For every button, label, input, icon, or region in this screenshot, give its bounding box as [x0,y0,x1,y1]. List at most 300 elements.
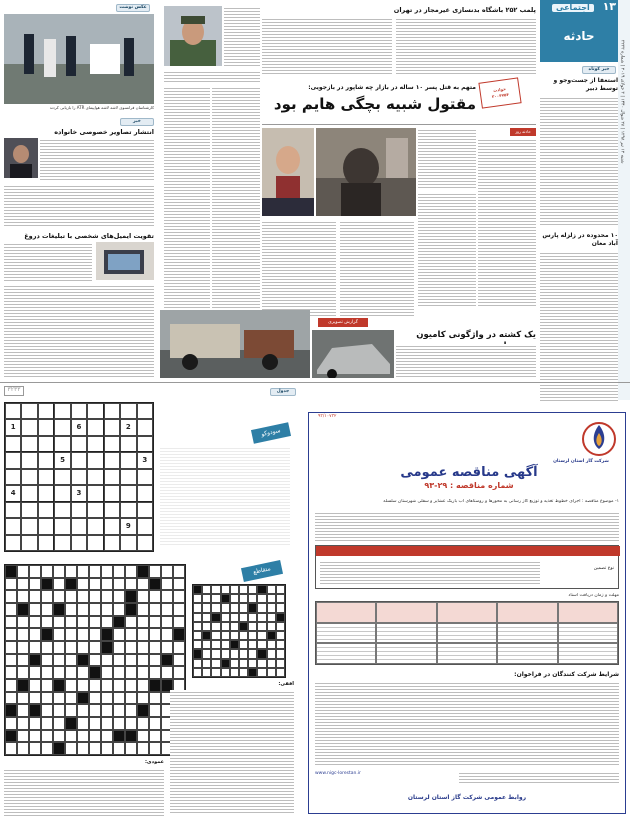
crossword-cell[interactable] [89,628,101,641]
mini-cell[interactable] [221,659,230,668]
mini-cell[interactable] [248,622,257,631]
mini-cell[interactable] [230,603,239,612]
mini-cell[interactable] [267,622,276,631]
mini-cell[interactable] [276,668,285,677]
crossword-cell[interactable] [41,616,53,629]
crossword-cell[interactable] [161,666,173,679]
crossword-cell[interactable] [113,654,125,667]
crossword-cell[interactable] [113,717,125,730]
mini-cell[interactable] [230,668,239,677]
crossword-cell[interactable] [137,641,149,654]
crossword-cell[interactable] [101,679,113,692]
crossword-cell[interactable] [89,742,101,755]
crossword-cell[interactable] [113,679,125,692]
crossword-cell[interactable] [77,666,89,679]
crossword-cell[interactable] [5,578,17,591]
mini-cell[interactable] [221,603,230,612]
crossword-cell[interactable] [161,616,173,629]
crossword-cell[interactable] [29,679,41,692]
crossword-cell[interactable] [101,616,113,629]
mini-cell[interactable] [276,649,285,658]
mini-cell[interactable] [248,585,257,594]
crossword-cell[interactable] [89,666,101,679]
crossword-cell[interactable] [5,742,17,755]
crossword-cell[interactable] [77,692,89,705]
mini-cell[interactable] [230,585,239,594]
mini-cell[interactable] [257,631,266,640]
crossword-cell[interactable] [29,578,41,591]
mini-cell[interactable] [202,649,211,658]
crossword-cell[interactable] [53,641,65,654]
mini-cell[interactable] [221,631,230,640]
crossword-cell[interactable] [77,679,89,692]
mini-cell[interactable] [276,613,285,622]
crossword-cell[interactable] [65,641,77,654]
mini-cell[interactable] [257,585,266,594]
crossword-cell[interactable] [149,679,161,692]
crossword-cell[interactable] [53,654,65,667]
crossword-cell[interactable] [77,578,89,591]
crossword-cell[interactable] [17,654,29,667]
crossword-cell[interactable] [137,717,149,730]
mini-cell[interactable] [202,668,211,677]
crossword-cell[interactable] [5,565,17,578]
crossword-cell[interactable] [65,717,77,730]
crossword-cell[interactable] [17,590,29,603]
crossword-cell[interactable] [125,565,137,578]
mini-cell[interactable] [202,640,211,649]
crossword-cell[interactable] [5,704,17,717]
crossword-cell[interactable] [137,704,149,717]
mini-cell[interactable] [193,649,202,658]
crossword-cell[interactable] [89,590,101,603]
crossword-cell[interactable] [125,578,137,591]
crossword-cell[interactable] [125,628,137,641]
crossword-cell[interactable] [5,603,17,616]
crossword-cell[interactable] [29,742,41,755]
crossword-cell[interactable] [137,730,149,743]
crossword-cell[interactable] [125,654,137,667]
crossword-cell[interactable] [89,704,101,717]
crossword-cell[interactable] [53,730,65,743]
mini-cell[interactable] [248,603,257,612]
crossword-cell[interactable] [161,565,173,578]
crossword-cell[interactable] [101,628,113,641]
crossword-cell[interactable] [161,603,173,616]
crossword-cell[interactable] [137,590,149,603]
crossword-cell[interactable] [41,654,53,667]
crossword-cell[interactable] [161,628,173,641]
mini-cell[interactable] [239,649,248,658]
crossword-cell[interactable] [77,717,89,730]
mini-cell[interactable] [211,631,220,640]
crossword-cell[interactable] [65,666,77,679]
crossword-cell[interactable] [65,616,77,629]
mini-cell[interactable] [193,585,202,594]
crossword-cell[interactable] [113,590,125,603]
mini-cell[interactable] [202,659,211,668]
mini-cell[interactable] [267,649,276,658]
crossword-cell[interactable] [41,666,53,679]
crossword-cell[interactable] [41,603,53,616]
crossword-cell[interactable] [41,578,53,591]
mini-cell[interactable] [248,631,257,640]
mini-cell[interactable] [193,668,202,677]
crossword-cell[interactable] [173,616,185,629]
crossword-cell[interactable] [5,628,17,641]
crossword-cell[interactable] [173,641,185,654]
crossword-cell[interactable] [173,603,185,616]
crossword-cell[interactable] [101,704,113,717]
mini-cell[interactable] [239,668,248,677]
crossword-cell[interactable] [65,679,77,692]
crossword-cell[interactable] [149,666,161,679]
crossword-cell[interactable] [41,704,53,717]
crossword-cell[interactable] [17,565,29,578]
crossword-cell[interactable] [149,565,161,578]
mini-cell[interactable] [211,622,220,631]
crossword-cell[interactable] [53,616,65,629]
crossword-cell[interactable] [89,692,101,705]
mini-cell[interactable] [257,622,266,631]
mini-cell[interactable] [267,613,276,622]
crossword-cell[interactable] [29,590,41,603]
crossword-cell[interactable] [65,578,77,591]
mini-cell[interactable] [257,613,266,622]
crossword-cell[interactable] [137,578,149,591]
crossword-cell[interactable] [41,628,53,641]
mini-cell[interactable] [211,585,220,594]
crossword-cell[interactable] [17,742,29,755]
mini-cell[interactable] [193,594,202,603]
crossword-cell[interactable] [125,666,137,679]
mini-cell[interactable] [267,659,276,668]
crossword-cell[interactable] [149,628,161,641]
crossword-cell[interactable] [41,565,53,578]
mini-cell[interactable] [202,613,211,622]
mini-cell[interactable] [248,649,257,658]
mini-cell[interactable] [239,640,248,649]
crossword-cell[interactable] [149,717,161,730]
mini-cell[interactable] [257,649,266,658]
mini-cell[interactable] [267,631,276,640]
mini-cell[interactable] [202,603,211,612]
crossword-cell[interactable] [101,742,113,755]
mini-cell[interactable] [276,659,285,668]
crossword-cell[interactable] [53,679,65,692]
crossword-cell[interactable] [137,654,149,667]
crossword-cell[interactable] [89,603,101,616]
crossword-cell[interactable] [89,641,101,654]
crossword-cell[interactable] [137,679,149,692]
crossword-cell[interactable] [161,590,173,603]
crossword-cell[interactable] [113,603,125,616]
mini-cell[interactable] [230,659,239,668]
mini-cell[interactable] [230,594,239,603]
crossword-cell[interactable] [41,730,53,743]
crossword-cell[interactable] [5,654,17,667]
crossword-cell[interactable] [173,590,185,603]
crossword-cell[interactable] [125,679,137,692]
mini-cell[interactable] [211,649,220,658]
crossword-cell[interactable] [53,742,65,755]
mini-cell[interactable] [211,594,220,603]
mini-cell[interactable] [193,659,202,668]
crossword-cell[interactable] [113,565,125,578]
crossword-cell[interactable] [17,641,29,654]
crossword-cell[interactable] [101,578,113,591]
mini-cell[interactable] [239,631,248,640]
crossword-cell[interactable] [5,590,17,603]
crossword-cell[interactable] [113,704,125,717]
crossword-cell[interactable] [5,679,17,692]
crossword-cell[interactable] [101,641,113,654]
crossword-cell[interactable] [17,717,29,730]
crossword-cell[interactable] [113,628,125,641]
mini-cell[interactable] [257,659,266,668]
crossword-cell[interactable] [149,590,161,603]
crossword-cell[interactable] [41,641,53,654]
mini-cell[interactable] [267,640,276,649]
mini-cell[interactable] [221,649,230,658]
crossword-cell[interactable] [89,730,101,743]
mini-cell[interactable] [239,622,248,631]
crossword-cell[interactable] [101,590,113,603]
mini-cell[interactable] [276,603,285,612]
crossword-cell[interactable] [53,704,65,717]
crossword-cell[interactable] [77,704,89,717]
mini-cell[interactable] [239,659,248,668]
crossword-cell[interactable] [125,603,137,616]
crossword-cell[interactable] [113,742,125,755]
crossword-cell[interactable] [173,628,185,641]
crossword-cell[interactable] [137,742,149,755]
crossword-cell[interactable] [149,603,161,616]
crossword-cell[interactable] [65,704,77,717]
mini-cell[interactable] [267,603,276,612]
crossword-cell[interactable] [161,641,173,654]
crossword-cell[interactable] [29,730,41,743]
crossword-cell[interactable] [53,717,65,730]
crossword-cell[interactable] [89,654,101,667]
mini-cell[interactable] [202,585,211,594]
crossword-cell[interactable] [29,666,41,679]
crossword-cell[interactable] [29,628,41,641]
mini-cell[interactable] [267,585,276,594]
mini-cell[interactable] [211,668,220,677]
crossword-cell[interactable] [29,704,41,717]
crossword-cell[interactable] [77,565,89,578]
crossword-cell[interactable] [173,578,185,591]
crossword-cell[interactable] [137,603,149,616]
crossword-cell[interactable] [89,578,101,591]
crossword-cell[interactable] [29,717,41,730]
mini-cell[interactable] [230,649,239,658]
crossword-cell[interactable] [53,666,65,679]
crossword-cell[interactable] [5,666,17,679]
crossword-cell[interactable] [65,628,77,641]
crossword-cell[interactable] [5,616,17,629]
mini-cell[interactable] [202,622,211,631]
crossword-cell[interactable] [53,603,65,616]
crossword-cell[interactable] [125,742,137,755]
mini-cell[interactable] [267,594,276,603]
crossword-cell[interactable] [53,692,65,705]
crossword-cell[interactable] [149,641,161,654]
crossword-cell[interactable] [149,578,161,591]
mini-cell[interactable] [257,603,266,612]
mini-cell[interactable] [276,640,285,649]
crossword-cell[interactable] [173,654,185,667]
crossword-cell[interactable] [125,616,137,629]
crossword-cell[interactable] [5,730,17,743]
crossword-cell[interactable] [65,742,77,755]
mini-cell[interactable] [230,622,239,631]
crossword-cell[interactable] [137,628,149,641]
mini-cell[interactable] [221,613,230,622]
mini-cell[interactable] [221,668,230,677]
mini-cell[interactable] [239,613,248,622]
mini-cell[interactable] [193,622,202,631]
crossword-cell[interactable] [29,654,41,667]
mini-cell[interactable] [221,585,230,594]
crossword-cell[interactable] [29,565,41,578]
crossword-cell[interactable] [125,704,137,717]
mini-cell[interactable] [248,613,257,622]
crossword-cell[interactable] [149,730,161,743]
crossword-cell[interactable] [77,628,89,641]
crossword-cell[interactable] [89,679,101,692]
crossword-cell[interactable] [149,742,161,755]
crossword-cell[interactable] [17,692,29,705]
crossword-cell[interactable] [137,616,149,629]
mini-cell[interactable] [193,640,202,649]
crossword-cell[interactable] [125,590,137,603]
crossword-cell[interactable] [17,616,29,629]
mini-cell[interactable] [276,631,285,640]
crossword-cell[interactable] [89,565,101,578]
mini-cell[interactable] [276,585,285,594]
crossword-cell[interactable] [77,730,89,743]
crossword-cell[interactable] [5,641,17,654]
crossword-cell[interactable] [77,590,89,603]
mini-cell[interactable] [257,640,266,649]
crossword-cell[interactable] [65,654,77,667]
crossword-cell[interactable] [65,603,77,616]
mini-cell[interactable] [211,603,220,612]
crossword-cell[interactable] [101,603,113,616]
crossword-cell[interactable] [29,616,41,629]
mini-cell[interactable] [239,594,248,603]
mini-cell[interactable] [276,594,285,603]
mini-cell[interactable] [248,594,257,603]
mini-cell[interactable] [193,631,202,640]
mini-cell[interactable] [267,668,276,677]
mini-cell[interactable] [211,640,220,649]
crossword-cell[interactable] [53,578,65,591]
crossword-cell[interactable] [29,603,41,616]
crossword-cell[interactable] [65,692,77,705]
crossword-cell[interactable] [5,692,17,705]
mini-cell[interactable] [248,640,257,649]
mini-cell[interactable] [193,603,202,612]
crossword-cell[interactable] [53,590,65,603]
crossword-cell[interactable] [149,616,161,629]
crossword-cell[interactable] [113,692,125,705]
mini-cell[interactable] [276,622,285,631]
crossword-cell[interactable] [77,654,89,667]
crossword-cell[interactable] [17,578,29,591]
crossword-cell[interactable] [77,616,89,629]
crossword-cell[interactable] [17,704,29,717]
crossword-cell[interactable] [29,641,41,654]
crossword-cell[interactable] [149,692,161,705]
crossword-cell[interactable] [137,565,149,578]
crossword-cell[interactable] [125,730,137,743]
crossword-cell[interactable] [113,616,125,629]
mini-cell[interactable] [221,594,230,603]
crossword-cell[interactable] [101,730,113,743]
crossword-cell[interactable] [113,730,125,743]
crossword-cell[interactable] [113,641,125,654]
crossword-cell[interactable] [65,565,77,578]
mini-cell[interactable] [230,631,239,640]
crossword-cell[interactable] [101,717,113,730]
crossword-cell[interactable] [41,590,53,603]
crossword-cell[interactable] [149,704,161,717]
mini-cell[interactable] [202,631,211,640]
crossword-cell[interactable] [173,666,185,679]
mini-cell[interactable] [248,659,257,668]
crossword-cell[interactable] [137,692,149,705]
crossword-cell[interactable] [77,742,89,755]
mini-cell[interactable] [248,668,257,677]
crossword-cell[interactable] [53,628,65,641]
mini-cell[interactable] [221,622,230,631]
mini-cell[interactable] [211,613,220,622]
crossword-cell[interactable] [161,578,173,591]
mini-cell[interactable] [257,668,266,677]
crossword-cell[interactable] [53,565,65,578]
crossword-cell[interactable] [125,641,137,654]
mini-cell[interactable] [230,613,239,622]
crossword-cell[interactable] [5,717,17,730]
crossword-cell[interactable] [41,717,53,730]
mini-cell[interactable] [193,613,202,622]
crossword-cell[interactable] [65,590,77,603]
crossword-cell[interactable] [125,717,137,730]
crossword-cell[interactable] [77,641,89,654]
mini-cell[interactable] [230,640,239,649]
crossword-cell[interactable] [41,742,53,755]
crossword-cell[interactable] [65,730,77,743]
mini-cell[interactable] [239,585,248,594]
ad-site[interactable]: www.nigc-lorestan.ir [315,771,361,776]
crossword-cell[interactable] [29,692,41,705]
crossword-cell[interactable] [113,666,125,679]
crossword-cell[interactable] [17,730,29,743]
crossword-cell[interactable] [161,654,173,667]
crossword-cell[interactable] [89,717,101,730]
crossword-cell[interactable] [77,603,89,616]
crossword-cell[interactable] [125,692,137,705]
crossword-cell[interactable] [17,679,29,692]
crossword-cell[interactable] [89,616,101,629]
crossword-cell[interactable] [149,654,161,667]
crossword-cell[interactable] [41,679,53,692]
mini-cell[interactable] [221,640,230,649]
crossword-cell[interactable] [101,692,113,705]
